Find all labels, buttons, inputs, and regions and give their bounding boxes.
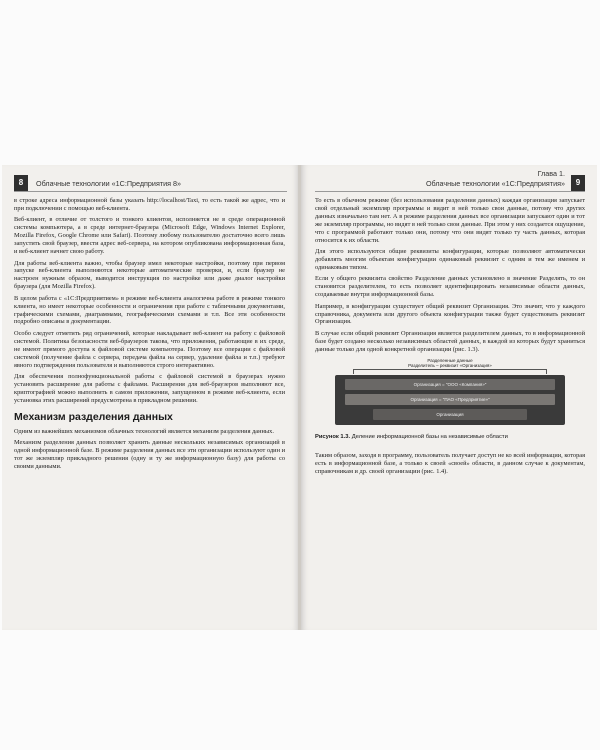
paragraph: Например, в конфигурации существует общий реквизит Организация. Это значит, что у каждого справочника, документа или другого объекта конфигурации также будет существовать реквизит Организация. [315, 302, 585, 326]
paragraph: Веб-клиент, в отличие от толстого и тонкого клиентов, исполняется не в среде операционной системы компьютера, а в среде интернет-браузера (Microsoft Edge, Windows Internet Explorer, Mozilla Firefox, Google Chrome или Safari). Поэтому любому пользователю достаточно всего лишь запустить свой браузер, ввести адрес веб-сервера, на котором опубликована информационная база, и веб-клиент начнет свою работу. [14, 216, 285, 256]
left-page-header [14, 175, 287, 192]
figure-caption [315, 434, 585, 440]
paragraph: Таким образом, заходя в программу, пользователь получает доступ не ко всей информации, которая есть в информационной базе, а только к своей «своей» области, в данном случае к документам, справочникам и др. своей организации (рис. 1.4). [315, 451, 585, 475]
paragraph: Если у общего реквизита свойство Разделение данных установлено в значение Разделять, то он становится разделителем, то есть позволяет идентифицировать независимые области данных, создаваемые внутри информационной базы. [315, 275, 585, 299]
paragraph: Для обеспечения полнофункциональной работы с файловой системой в браузерах нужно установить расширение для работы с файлами. Расширения для веб-браузеров выполняют все, криптографией можно выполнить в самом приложении, запущенном в режиме веб-клиента, если установка этих расширений предусмотрена в прикладном решении. [14, 373, 285, 404]
left-page [2, 165, 299, 630]
paragraph: в строке адреса информационной базы указать http://localhost/Taxi, то есть такой же адрес, что и при подключении с помощью веб-клиента. [14, 197, 285, 212]
section-heading: Механизм разделения данных [14, 410, 173, 423]
right-page [301, 165, 597, 630]
right-page-header [315, 169, 585, 192]
paragraph: Для работы веб-клиента важно, чтобы браузер имел некоторые настройки, поэтому при первом запуске веб-клиента выполняются некоторые автоматические проверки, и, если браузер не настроен нужным образом, выводится инструкция по настройке или даже диалог настройки браузера (для Mozilla Firefox). [14, 259, 285, 291]
figure-1-3 [323, 358, 577, 430]
left-page-number: 8 [14, 175, 28, 191]
paragraph: В целом работа с «1С:Предприятием» в режиме веб-клиента аналогична работе в режиме тонкого клиента, но имеет некоторые особенности и ограничения при работе с табличными документами, графическими схемами, диаграммами, географическими схемами и т.п. Все эти особенности подробно описаны в документации. [14, 294, 285, 326]
figure-bracket [353, 369, 547, 374]
left-page-body [14, 197, 285, 474]
right-running-title: Облачные технологии «1С:Предприятия» [425, 179, 565, 188]
paragraph: В случае если общий реквизит Организация является разделителем данных, то в информационной базе будет создано несколько независимых областей данных, в каждой из которых будут храниться данные только для одной конкретной организации (рис. 1.3). [315, 329, 585, 353]
right-page-number: 9 [571, 175, 585, 191]
book-spread [0, 165, 600, 630]
paragraph: Механизм разделения данных позволяет хранить данные нескольких независимых организаций в одной информационной базе. В режиме разделения данных все эти организации используют один и тот же экземпляр прикладного решения (одну и ту же информационную базу) для работы со своими данными. [14, 439, 285, 470]
paragraph: Особо следует отметить ряд ограничений, которые накладывает веб-клиент на работу с файловой системой. Политика безопасности веб-браузеров такова, что приложения, работающие в их среде, не имеют прямого доступа к файловой системе компьютера. Поэтому все операции с файловой системой (получение файла с сервера, передача файла на сервер, удаление файла и т.п.) требуют явного подтверждения пользователя и выполняются строго интерактивно. [14, 329, 285, 369]
figure-area-row: Организация [373, 409, 527, 420]
left-running-title: Облачные технологии «1С:Предприятия 8» [36, 179, 182, 188]
figure-label-separator: Разделитель – реквизит «Организация» [408, 362, 492, 368]
caption-label: Рисунок 1.3. [315, 433, 351, 440]
figure-label-separated-data: Разделенные данные [427, 357, 473, 363]
caption-text: Деление информационной базы на независимые области [351, 433, 508, 440]
paragraph: То есть в обычном режиме (без использования разделения данных) каждая организация запускает свой отдельный экземпляр программы и видит в ней только свои данные, потому что других данных изначально там нет. А в режиме разделения данных все организации запускают один и тот же экземпляр программы, но видят в ней только свои данные. При этом у них создается ощущение, что с программой работают только они, потому что они видят только ту часть данных, которая относится к их области. [315, 197, 585, 244]
paragraph: Одним из важнейших механизмов облачных технологий является механизм разделения данных. [14, 427, 274, 435]
right-page-body [315, 197, 585, 479]
figure-database-box [335, 375, 565, 425]
figure-area-row: Организация = "ПАО «Предприятие»" [345, 394, 555, 405]
paragraph: Для этого используются общие реквизиты конфигурации, которые позволяют автоматически добавлять многим объектам конфигурации одинаковый реквизит с одним и тем же именем и одинаковым типом. [315, 248, 585, 271]
figure-area-row: Организация = "ООО «Компания»" [345, 379, 555, 390]
chapter-label: Глава 1. [537, 169, 565, 178]
